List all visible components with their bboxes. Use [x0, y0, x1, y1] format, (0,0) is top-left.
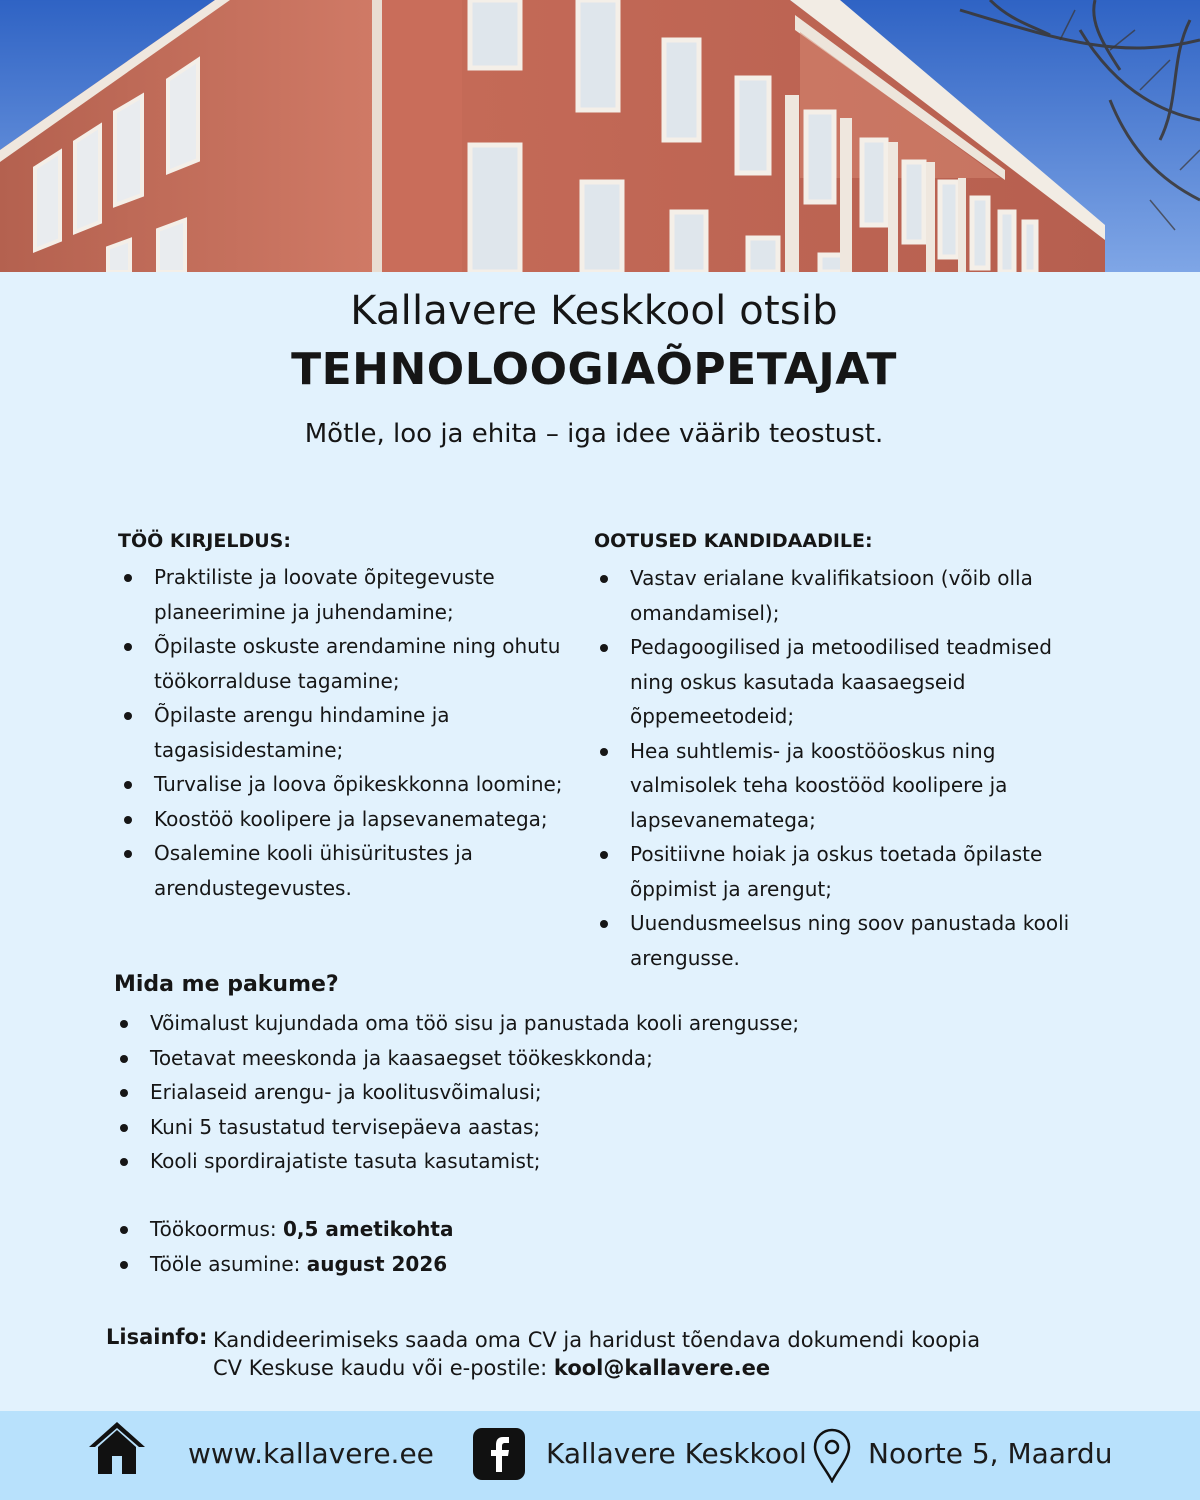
- job-description-list: [118, 560, 598, 905]
- info-line1: Kandideerimiseks saada oma CV ja haridust tõendava dokumendi koopia: [213, 1328, 981, 1352]
- workload-label: Töökoormus:: [150, 1217, 283, 1241]
- list-item: Kooli spordirajatiste tasuta kasutamist;: [114, 1144, 914, 1179]
- info-line2-prefix: CV Keskuse kaudu või e-postile:: [213, 1356, 554, 1380]
- list-item: Vastav erialane kvalifikatsioon (võib olla omandamisel);: [594, 561, 1074, 630]
- list-item: Osalemine kooli ühisüritustes ja arendustegevustes.: [118, 836, 598, 905]
- website-link[interactable]: www.kallavere.ee: [188, 1437, 434, 1470]
- start-date-value: august 2026: [306, 1251, 448, 1276]
- offer-list: [114, 1006, 914, 1179]
- terms-list: [114, 1212, 914, 1281]
- info-label: Lisainfo:: [106, 1325, 208, 1349]
- home-icon: [88, 1420, 146, 1480]
- offer-title: Mida me pakume?: [114, 972, 339, 997]
- info-line2: [213, 1354, 980, 1382]
- workload-value: 0,5 ametikohta: [282, 1217, 454, 1241]
- email-link[interactable]: kool@kallavere.ee: [553, 1356, 771, 1380]
- expectations-list: [594, 561, 1074, 975]
- school-building-photo: [0, 0, 1200, 272]
- list-item: Toetavat meeskonda ja kaasaegset töökeskkonda;: [114, 1041, 914, 1076]
- list-item: Uuendusmeelsus ning soov panustada kooli arengusse.: [594, 906, 1074, 975]
- list-item: Positiivne hoiak ja oskus toetada õpilaste õppimist ja arengut;: [594, 837, 1074, 906]
- list-item: Hea suhtlemis- ja koostööoskus ning valmisolek teha koostööd koolipere ja lapsevanematega;: [594, 734, 1074, 838]
- heading-school-seeks: Kallavere Keskkool otsib: [350, 288, 838, 334]
- list-item: Erialaseid arengu- ja koolitusvõimalusi;: [114, 1075, 914, 1110]
- facebook-link[interactable]: Kallavere Keskkool: [546, 1437, 807, 1470]
- job-description-title: TÖÖ KIRJELDUS:: [118, 530, 291, 552]
- list-item: Pedagoogilised ja metoodilised teadmised ning oskus kasutada kaasaegseid õppemeetodeid;: [594, 630, 1074, 734]
- facebook-icon[interactable]: [473, 1428, 525, 1484]
- slogan: Mõtle, loo ja ehita – iga idee väärib teostust.: [304, 419, 884, 449]
- list-item: Praktiliste ja loovate õpitegevuste planeerimine ja juhendamine;: [118, 560, 598, 629]
- list-item: Õpilaste arengu hindamine ja tagasisidestamine;: [118, 698, 598, 767]
- footer: [0, 1411, 1200, 1500]
- list-item: Turvalise ja loova õpikeskkonna loomine;: [118, 767, 598, 802]
- list-item: Kuni 5 tasustatud tervisepäeva aastas;: [114, 1110, 914, 1145]
- list-item: Õpilaste oskuste arendamine ning ohutu töökorralduse tagamine;: [118, 629, 598, 698]
- list-item: Koostöö koolipere ja lapsevanematega;: [118, 802, 598, 837]
- location-pin-icon: [812, 1427, 852, 1487]
- workload-item: [114, 1212, 914, 1247]
- start-date-item: [114, 1247, 914, 1282]
- list-item: Võimalust kujundada oma töö sisu ja panustada kooli arengusse;: [114, 1006, 914, 1041]
- info-text: [213, 1326, 980, 1382]
- expectations-title: OOTUSED KANDIDAADILE:: [594, 530, 873, 552]
- start-date-label: Tööle asumine:: [150, 1251, 307, 1276]
- address: Noorte 5, Maardu: [868, 1437, 1113, 1470]
- heading-position: TEHNOLOOGIAÕPETAJAT: [291, 344, 897, 395]
